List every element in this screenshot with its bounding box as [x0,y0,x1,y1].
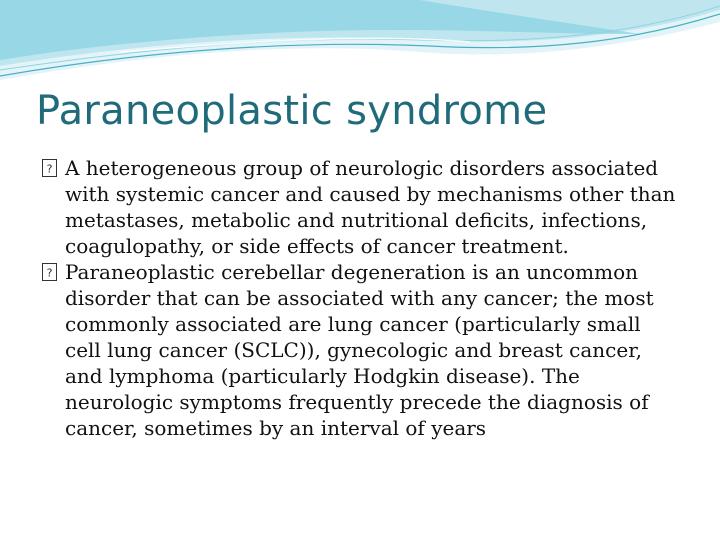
bullet-item [42,155,682,259]
header-wave-decoration [0,0,720,90]
missing-glyph-bullet-icon [42,159,57,177]
slide-body [42,155,682,441]
slide-title: Paraneoplastic syndrome [36,88,548,134]
bullet-text: A heterogeneous group of neurologic disorders associated with systemic cancer and caused by mechanisms other than metastases, metabolic and nutritional deficits, infections, coagulopathy, or side effects of cancer treatment. [65,156,676,258]
bullet-text: Paraneoplastic cerebellar degeneration is an uncommon disorder that can be associated with any cancer; the most commonly associated are lung cancer (particularly small cell lung cancer (SCLC)), gynecologic and breast cancer, and lymphoma (particularly Hodgkin disease). The neurologic symptoms frequently precede the diagnosis of cancer, sometimes by an interval of years [65,260,654,440]
svg-text:?: ? [46,266,53,280]
svg-text:?: ? [46,162,53,176]
bullet-item [42,259,682,441]
missing-glyph-bullet-icon [42,263,57,281]
